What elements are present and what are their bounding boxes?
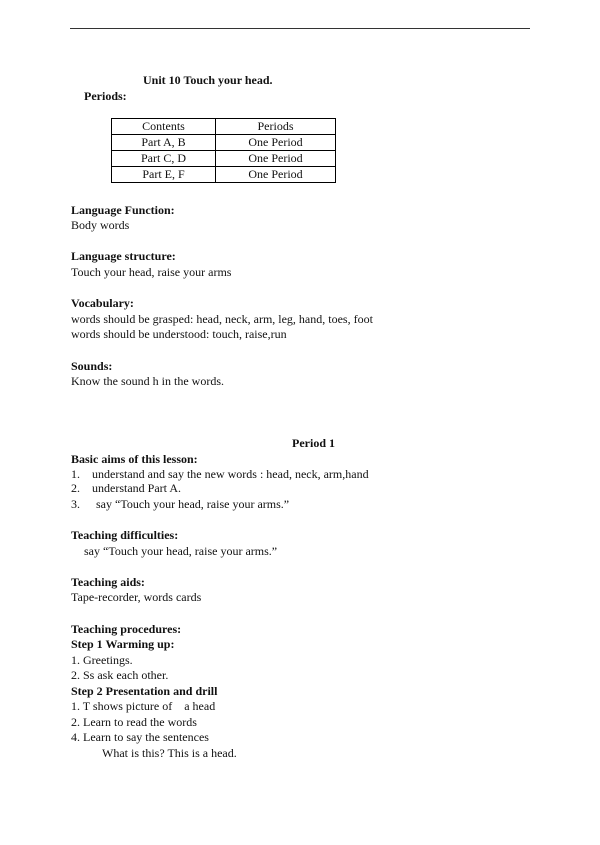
aim-text: understand and say the new words : head, neck, arm,hand — [92, 467, 369, 481]
difficulties-heading: Teaching difficulties: — [71, 528, 179, 542]
aim-text: say “Touch your head, raise your arms.” — [96, 497, 290, 511]
table-cell: One Period — [216, 167, 336, 183]
table-row — [112, 167, 336, 183]
aim-number: 2. — [71, 481, 80, 495]
list-item: 1. Greetings. — [71, 653, 133, 667]
table-cell: Part C, D — [112, 151, 216, 167]
list-item: 2. Learn to read the words — [71, 715, 197, 729]
language-function-heading: Language Function: — [71, 203, 175, 217]
language-structure-text: Touch your head, raise your arms — [71, 265, 232, 279]
step1-heading: Step 1 Warming up: — [71, 637, 175, 651]
language-structure-heading: Language structure: — [71, 249, 176, 263]
table-cell: One Period — [216, 135, 336, 151]
table-cell: One Period — [216, 151, 336, 167]
sounds-text: Know the sound h in the words. — [71, 374, 224, 388]
aim-text: understand Part A. — [92, 481, 181, 495]
table-header-row — [112, 119, 336, 135]
table-row — [112, 135, 336, 151]
table-header-cell: Periods — [216, 119, 336, 135]
unit-title: Unit 10 Touch your head. — [143, 73, 273, 87]
aids-heading: Teaching aids: — [71, 575, 145, 589]
difficulties-text: say “Touch your head, raise your arms.” — [84, 544, 278, 558]
procedures-heading: Teaching procedures: — [71, 622, 182, 636]
aims-heading: Basic aims of this lesson: — [71, 452, 198, 466]
period-title: Period 1 — [292, 436, 335, 450]
list-item: 2. Ss ask each other. — [71, 668, 169, 682]
table-row — [112, 151, 336, 167]
table-header-cell: Contents — [112, 119, 216, 135]
table-cell: Part A, B — [112, 135, 216, 151]
sounds-heading: Sounds: — [71, 359, 113, 373]
language-function-text: Body words — [71, 218, 130, 232]
vocabulary-understood: words should be understood: touch, raise,run — [71, 327, 287, 341]
vocabulary-grasped: words should be grasped: head, neck, arm, leg, hand, toes, foot — [71, 312, 373, 326]
list-item: 4. Learn to say the sentences — [71, 730, 209, 744]
aim-number: 1. — [71, 467, 80, 481]
header-rule — [70, 28, 530, 29]
vocabulary-heading: Vocabulary: — [71, 296, 134, 310]
periods-label: Periods: — [84, 89, 127, 103]
list-item: 1. T shows picture of a head — [71, 699, 216, 713]
table-cell: Part E, F — [112, 167, 216, 183]
step2-heading: Step 2 Presentation and drill — [71, 684, 218, 698]
aim-number: 3. — [71, 497, 80, 511]
aids-text: Tape-recorder, words cards — [71, 590, 202, 604]
periods-table — [111, 118, 336, 183]
example-sentence: What is this? This is a head. — [102, 746, 237, 760]
